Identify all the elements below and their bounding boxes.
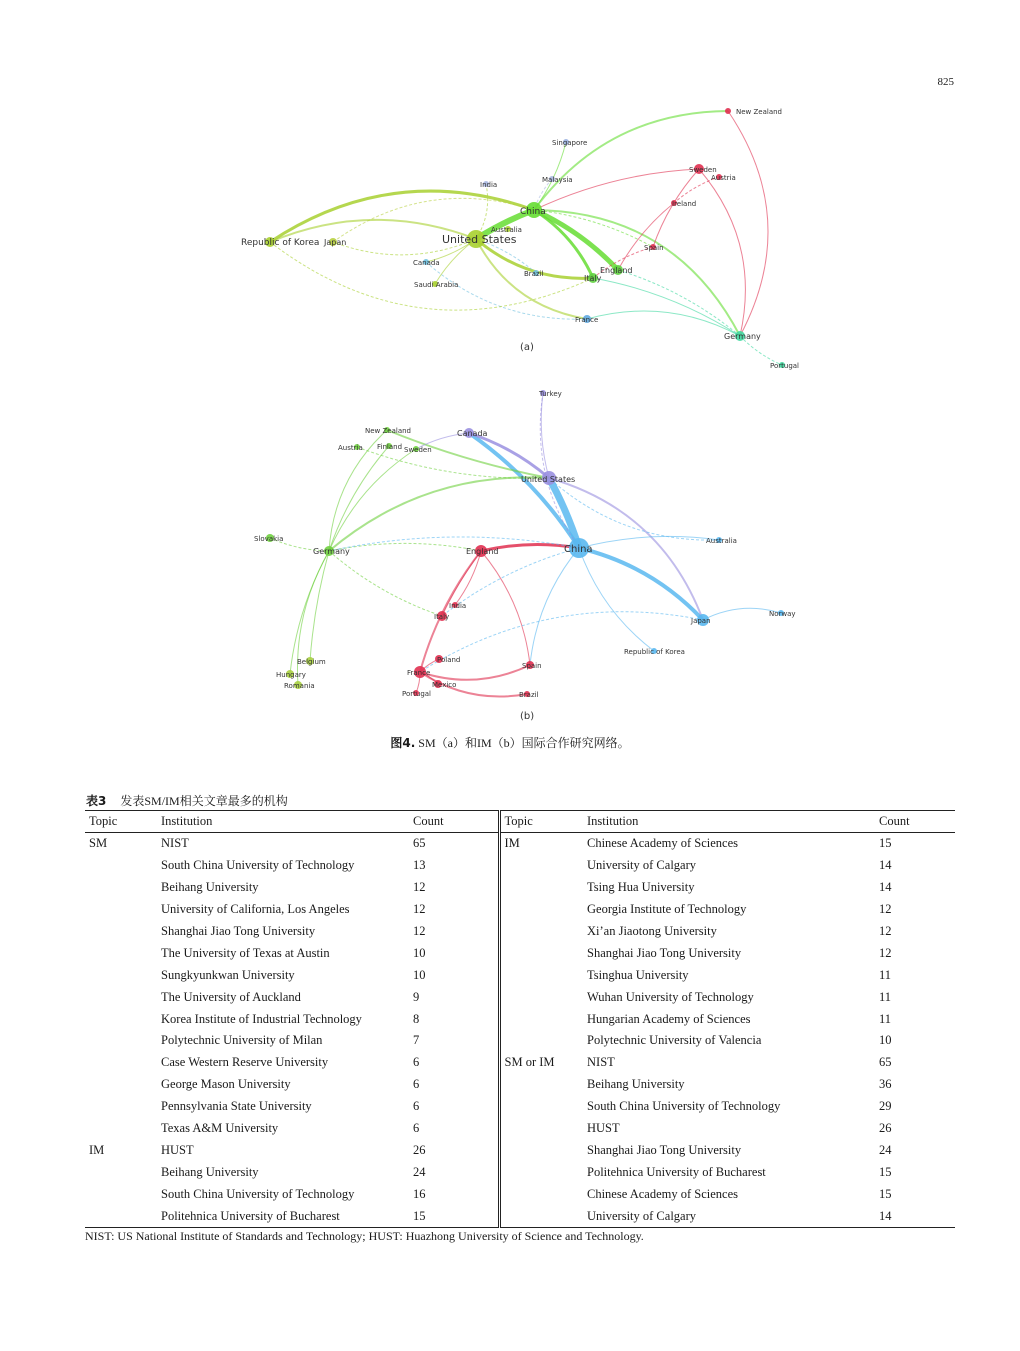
header-institution: Institution: [583, 811, 875, 833]
cell-count: 16: [413, 1186, 426, 1201]
network-b-svg: [230, 385, 800, 705]
node-label-belgium: Belgium: [297, 658, 326, 666]
node-label-france: France: [575, 316, 599, 324]
cell-count: 10: [879, 1033, 892, 1048]
cell-count: 10: [413, 967, 426, 982]
node-label-saudi-arabia: Saudi Arabia: [414, 281, 459, 289]
table-row: [85, 1161, 955, 1183]
node-label-norway: Norway: [769, 610, 796, 618]
node-label-ireland: Ireland: [672, 200, 697, 208]
edge-china-republic-of-korea: [579, 548, 654, 651]
cell-institution: Wuhan University of Technology: [587, 989, 754, 1004]
cell-institution: Politehnica University of Bucharest: [587, 1164, 766, 1179]
node-label-england: England: [466, 547, 499, 556]
cell-count: 15: [879, 1164, 892, 1179]
cell-topic: [85, 1183, 157, 1205]
edges-group: [270, 393, 781, 697]
table-row: [85, 833, 955, 855]
table-row: [85, 1052, 955, 1074]
cell-topic: [499, 1096, 583, 1118]
cell-institution: Sungkyunkwan University: [161, 967, 295, 982]
cell-count: 7: [413, 1033, 420, 1048]
cell-institution: Hungarian Academy of Sciences: [587, 1011, 751, 1026]
cell-count: 26: [413, 1142, 426, 1157]
cell-count: 26: [879, 1121, 892, 1136]
table-row: [85, 1118, 955, 1140]
cell-institution: Pennsylvania State University: [161, 1099, 312, 1114]
cell-topic: [85, 921, 157, 943]
cell-institution: Xi’an Jiaotong University: [587, 924, 717, 938]
node-label-finland: Finland: [377, 443, 403, 451]
cell-institution: Shanghai Jiao Tong University: [587, 945, 742, 960]
header-topic: Topic: [85, 811, 157, 833]
cell-institution: Georgia Institute of Technology: [587, 902, 747, 917]
node-label-new-zealand: New Zealand: [736, 108, 782, 116]
cell-institution: Polytechnic University of Milan: [161, 1033, 323, 1048]
cell-count: 15: [879, 1186, 892, 1201]
cell-count: 6: [413, 1121, 420, 1136]
cell-count: 29: [879, 1099, 892, 1114]
cell-institution: NIST: [587, 1055, 615, 1070]
panel-b-label: (b): [520, 711, 535, 722]
table-row: [85, 899, 955, 921]
node-label-malaysia: Malaysia: [542, 176, 573, 184]
node-label-portugal: Portugal: [402, 690, 431, 698]
cell-count: 12: [879, 924, 892, 938]
edge-germany-belgium: [310, 551, 329, 661]
node-label-hungary: Hungary: [276, 671, 306, 679]
cell-count: 15: [409, 1205, 499, 1227]
figure-caption-text: SM（a）和IM（b）国际合作研究网络。: [415, 736, 630, 750]
node-label-italy: Italy: [434, 613, 450, 621]
cell-institution: Case Western Reserve University: [161, 1055, 329, 1070]
cell-topic: [499, 877, 583, 899]
node-label-new-zealand: New Zealand: [365, 427, 411, 435]
cell-count: 14: [875, 1205, 955, 1227]
edge-germany-italy: [329, 551, 442, 616]
cell-institution: The University of Auckland: [161, 989, 301, 1004]
cell-count: 13: [413, 858, 426, 873]
table-label: 表3: [86, 794, 107, 808]
edge-china-australia: [579, 536, 719, 548]
table-footnote: NIST: US National Institute of Standards and Technology; HUST: Huazhong University of Science and Technology.: [85, 1229, 644, 1243]
cell-institution: Shanghai Jiao Tong University: [161, 924, 316, 938]
cell-topic: [85, 942, 157, 964]
cell-institution: NIST: [161, 836, 189, 851]
cell-topic: [499, 942, 583, 964]
cell-institution: HUST: [587, 1121, 620, 1136]
edge-germany-england: [618, 270, 740, 336]
cell-topic: [85, 1118, 157, 1140]
table-row: [85, 964, 955, 986]
table-row: [85, 1096, 955, 1118]
cell-topic: [499, 986, 583, 1008]
header-count: Count: [875, 811, 955, 833]
edge-china-spain: [530, 548, 579, 665]
node-label-poland: Poland: [437, 656, 461, 664]
node-label-spain: Spain: [644, 244, 664, 252]
node-label-singapore: Singapore: [552, 139, 588, 147]
edge-china-japan: [579, 548, 703, 620]
node-label-china: China: [564, 544, 593, 555]
cell-count: 12: [413, 924, 426, 938]
cell-count: 12: [879, 902, 892, 917]
cell-count: 10: [413, 945, 426, 960]
cell-count: 8: [413, 1011, 420, 1026]
node-label-united-states: United States: [442, 233, 517, 246]
cell-count: 36: [879, 1077, 892, 1092]
cell-topic: IM: [499, 833, 583, 855]
node-label-india: India: [480, 181, 498, 189]
network-a-svg: [230, 100, 800, 370]
cell-topic: [85, 855, 157, 877]
node-label-mexico: Mexico: [432, 681, 457, 689]
table-row: [85, 1139, 955, 1161]
edge-germany-england: [329, 543, 481, 551]
cell-institution: HUST: [161, 1142, 194, 1157]
cell-topic: [85, 899, 157, 921]
figure-caption: [0, 734, 1020, 751]
header-institution: Institution: [157, 811, 409, 833]
node-label-slovakia: Slovakia: [254, 535, 284, 543]
cell-institution: The University of Texas at Austin: [161, 945, 330, 960]
cell-institution: South China University of Technology: [587, 1099, 781, 1114]
cell-topic: [85, 1205, 157, 1227]
cell-count: 6: [413, 1099, 420, 1114]
cell-topic: [85, 1030, 157, 1052]
cell-topic: [499, 1030, 583, 1052]
figure-caption-label: 图4.: [390, 736, 416, 750]
node-label-portugal: Portugal: [770, 362, 799, 370]
cell-institution: Chinese Academy of Sciences: [587, 836, 738, 851]
node-label-sweden: Sweden: [404, 446, 432, 454]
node-label-sweden: Sweden: [689, 166, 717, 174]
cell-topic: [85, 1052, 157, 1074]
table-row: [85, 855, 955, 877]
cell-topic: [499, 1008, 583, 1030]
cell-topic: [85, 986, 157, 1008]
node-label-republic-of-korea: Republic of Korea: [241, 238, 320, 248]
node-label-france: France: [407, 669, 431, 677]
cell-count: 11: [879, 989, 892, 1004]
institution-table: [85, 810, 955, 1228]
node-label-brazil: Brazil: [519, 691, 539, 699]
cell-institution: University of Calgary: [583, 1205, 875, 1227]
edge-germany-france: [587, 311, 740, 336]
cell-topic: [85, 877, 157, 899]
cell-topic: [499, 855, 583, 877]
node-label-republic-of-korea: Republic of Korea: [624, 648, 685, 656]
network-figure-a: [230, 100, 800, 370]
node-label-germany: Germany: [724, 332, 761, 341]
node-label-brazil: Brazil: [524, 270, 544, 278]
cell-institution: Politehnica University of Bucharest: [157, 1205, 409, 1227]
node-label-japan: Japan: [691, 617, 711, 625]
cell-topic: SM: [89, 836, 108, 851]
network-figure-b: [230, 385, 800, 730]
node-label-united-states: United States: [521, 475, 576, 484]
table-row: [85, 921, 955, 943]
cell-topic: IM: [89, 1142, 105, 1157]
edge-germany-sweden: [329, 449, 416, 551]
node-label-canada: Canada: [413, 259, 440, 267]
node-label-australia: Australia: [706, 537, 737, 545]
cell-topic: [499, 1139, 583, 1161]
cell-topic: [499, 1074, 583, 1096]
cell-topic: [499, 899, 583, 921]
edge-china-canada: [469, 433, 579, 548]
cell-topic: [85, 964, 157, 986]
table-row: [85, 1205, 955, 1227]
cell-topic: [85, 1096, 157, 1118]
table-header-row: [85, 811, 955, 833]
cell-institution: Tsinghua University: [587, 967, 689, 982]
node-label-italy: Italy: [584, 274, 602, 283]
cell-institution: Shanghai Jiao Tong University: [587, 1142, 742, 1157]
node-label-england: England: [600, 266, 633, 275]
panel-a-label: (a): [520, 342, 534, 353]
node-label-india: India: [449, 602, 467, 610]
cell-count: 24: [879, 1142, 892, 1157]
cell-institution: Chinese Academy of Sciences: [587, 1186, 738, 1201]
table-caption: [86, 792, 288, 809]
cell-count: 11: [879, 1011, 892, 1026]
edge-china-italy: [534, 210, 593, 278]
cell-institution: Beihang University: [161, 1164, 259, 1179]
table-row: [85, 1008, 955, 1030]
cell-count: 65: [879, 1055, 892, 1070]
cell-count: 12: [879, 945, 892, 960]
table-row: [85, 877, 955, 899]
cell-institution: Beihang University: [161, 880, 259, 895]
cell-count: 12: [413, 880, 426, 895]
cell-institution: University of California, Los Angeles: [161, 902, 350, 917]
cell-institution: Korea Institute of Industrial Technology: [161, 1011, 362, 1026]
edge-sweden-spain: [653, 169, 699, 247]
cell-count: 12: [413, 902, 426, 917]
cell-count: 9: [413, 989, 420, 1004]
cell-institution: Polytechnic University of Valencia: [587, 1033, 762, 1048]
header-topic: Topic: [499, 811, 583, 833]
node-label-germany: Germany: [313, 547, 350, 556]
edge-new-zealand-germany: [728, 111, 768, 336]
node-label-china: China: [520, 207, 546, 217]
header-count: Count: [409, 811, 499, 833]
cell-topic: [499, 1183, 583, 1205]
node-label-japan: Japan: [324, 238, 347, 247]
cell-topic: [499, 964, 583, 986]
cell-count: 6: [413, 1055, 420, 1070]
node-label-romania: Romania: [284, 682, 315, 690]
cell-institution: Beihang University: [587, 1077, 685, 1092]
node-label-austria: Austria: [711, 174, 736, 182]
edge-france-spain: [420, 665, 530, 680]
edge-china-spain: [534, 210, 653, 247]
cell-topic: [85, 1074, 157, 1096]
cell-institution: Tsing Hua University: [587, 880, 695, 895]
cell-count: 14: [879, 880, 892, 895]
table-title: 发表SM/IM相关文章最多的机构: [120, 794, 288, 808]
edge-india-england: [455, 551, 481, 605]
cell-count: 15: [879, 836, 892, 851]
edge-turkey-united-states: [541, 393, 549, 478]
edge-germany-united-states: [329, 477, 549, 551]
cell-count: 6: [413, 1077, 420, 1092]
cell-topic: [499, 1161, 583, 1183]
cell-institution: University of Calgary: [587, 858, 697, 873]
cell-topic: [499, 1205, 583, 1227]
cell-institution: Texas A&M University: [161, 1121, 279, 1136]
edge-china-new-zealand: [534, 111, 728, 210]
node-label-spain: Spain: [522, 662, 542, 670]
node-label-austria: Austria: [338, 444, 363, 452]
cell-topic: [85, 1008, 157, 1030]
cell-institution: South China University of Technology: [161, 1186, 355, 1201]
edge-spain-england: [481, 551, 530, 665]
edges-group: [270, 111, 782, 365]
table-row: [85, 1183, 955, 1205]
cell-topic: [499, 921, 583, 943]
cell-count: 24: [413, 1164, 426, 1179]
edge-germany-hungary: [290, 551, 329, 674]
table-row: [85, 986, 955, 1008]
cell-count: 11: [879, 967, 892, 982]
node-label-canada: Canada: [457, 429, 488, 438]
page-number: 825: [937, 76, 954, 88]
cell-count: 14: [879, 858, 892, 873]
table-row: [85, 1030, 955, 1052]
cell-topic: SM or IM: [499, 1052, 583, 1074]
cell-topic: [85, 1161, 157, 1183]
node-new-zealand: [725, 108, 731, 114]
node-label-australia: Australia: [491, 226, 522, 234]
edge-japan-france: [420, 612, 703, 672]
cell-topic: [499, 1118, 583, 1140]
node-label-turkey: Turkey: [539, 390, 562, 398]
cell-institution: George Mason University: [161, 1077, 291, 1092]
table-row: [85, 942, 955, 964]
cell-institution: South China University of Technology: [161, 858, 355, 873]
edge-germany-italy: [593, 278, 740, 336]
table-row: [85, 1074, 955, 1096]
cell-count: 65: [413, 836, 426, 851]
